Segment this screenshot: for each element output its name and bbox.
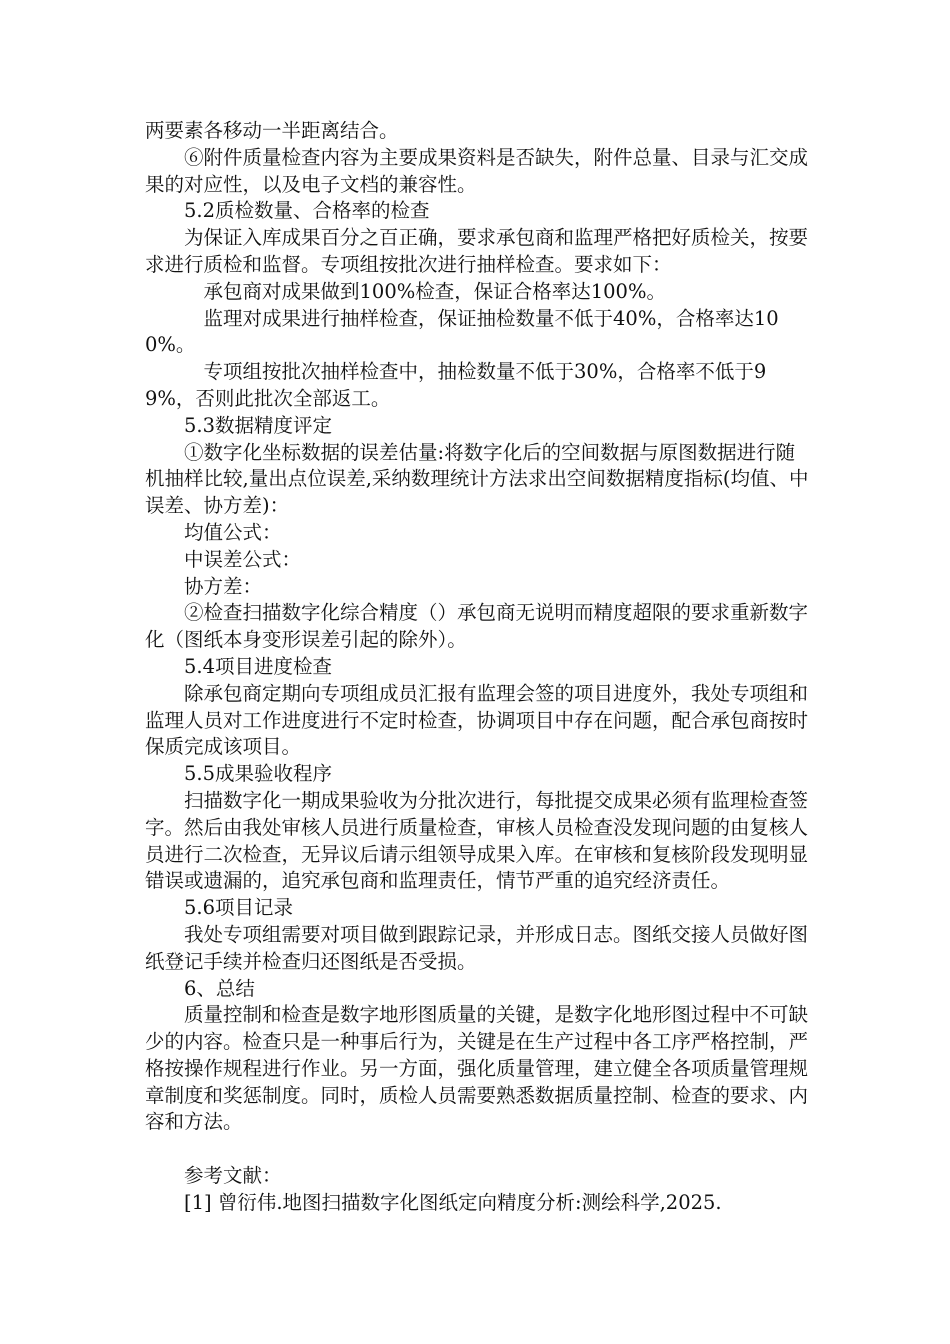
paragraph-team-check: 专项组按批次抽样检查中，抽检数量不低于30%，合格率不低于99%，否则此批次全部返工。 xyxy=(145,360,767,410)
paragraph-project-record: 我处专项组需要对项目做到跟踪记录，并形成日志。图纸交接人员做好图纸登记手续并检查归还图纸是否受损。 xyxy=(145,922,809,973)
paragraph-5-2-intro: 为保证入库成果百分之百正确，要求承包商和监理严格把好质检关，按要求进行质检和监督。专项组按批次进行抽样检查。要求如下： xyxy=(145,226,809,276)
heading-6: 6、总结 xyxy=(184,976,255,1000)
heading-5-6: 5.6项目记录 xyxy=(184,896,294,920)
paragraph-attachment-check: ⑥附件质量检查内容为主要成果资料是否缺失，附件总量、目录与汇交成果的对应性，以及电子文档的兼容性。 xyxy=(145,145,809,196)
paragraph-acceptance-procedure: 扫描数字化一期成果验收为分批次进行，每批提交成果必须有监理检查签字。然后由我处审核人员进行质量检查，审核人员检查没发现问题的由复核人员进行二次检查，无异议后请示组领导成果入库。在审核和复核阶段发现明显错误或遗漏的，追究承包商和监理责任，情节严重的追究经济责任。 xyxy=(145,788,809,893)
paragraph-summary: 质量控制和检查是数字地形图质量的关键，是数字化地形图过程中不可缺少的内容。检查只是一种事后行为，关键是在生产过程中各工序严格控制，严格按操作规程进行作业。另一方面，强化质量管理，建立健全各项质量管理规章制度和奖惩制度。同时，质检人员需要熟悉数据质量控制、检查的要求、内容和方法。 xyxy=(145,1003,809,1134)
blank-line xyxy=(145,1136,810,1163)
heading-references: 参考文献： xyxy=(184,1164,282,1188)
heading-5-2: 5.2质检数量、合格率的检查 xyxy=(184,199,430,223)
heading-5-3: 5.3数据精度评定 xyxy=(184,413,333,437)
reference-item: [1] 曾衍伟.地图扫描数字化图纸定向精度分析:测绘科学,2025. xyxy=(184,1190,722,1214)
heading-5-5: 5.5成果验收程序 xyxy=(184,762,333,786)
heading-5-4: 5.4项目进度检查 xyxy=(184,654,333,678)
paragraph-progress-check: 除承包商定期向专项组成员汇报有监理会签的项目进度外，我处专项组和监理人员对工作进度进行不定时检查，协调项目中存在问题，配合承包商按时保质完成该项目。 xyxy=(145,681,809,759)
paragraph-coordinate-error: ①数字化坐标数据的误差估量:将数字化后的空间数据与原图数据进行随机抽样比较,量出点位误差,采纳数理统计方法求出空间数据精度指标(均值、中误差、协方差)： xyxy=(145,440,809,518)
paragraph-continuation: 两要素各移动一半距离结合。 xyxy=(145,119,399,142)
paragraph-rmse-formula: 中误差公式： xyxy=(184,547,302,571)
paragraph-supervisor-check: 监理对成果进行抽样检查，保证抽检数量不低于40%，合格率达100%。 xyxy=(145,306,779,357)
document-body xyxy=(145,118,810,1217)
paragraph-scan-accuracy: ②检查扫描数字化综合精度（）承包商无说明而精度超限的要求重新数字化（图纸本身变形误差引起的除外）。 xyxy=(145,601,809,652)
paragraph-covariance: 协方差： xyxy=(184,574,263,598)
paragraph-contractor-check: 承包商对成果做到100%检查，保证合格率达100%。 xyxy=(203,279,666,303)
paragraph-mean-formula: 均值公式： xyxy=(184,520,282,544)
